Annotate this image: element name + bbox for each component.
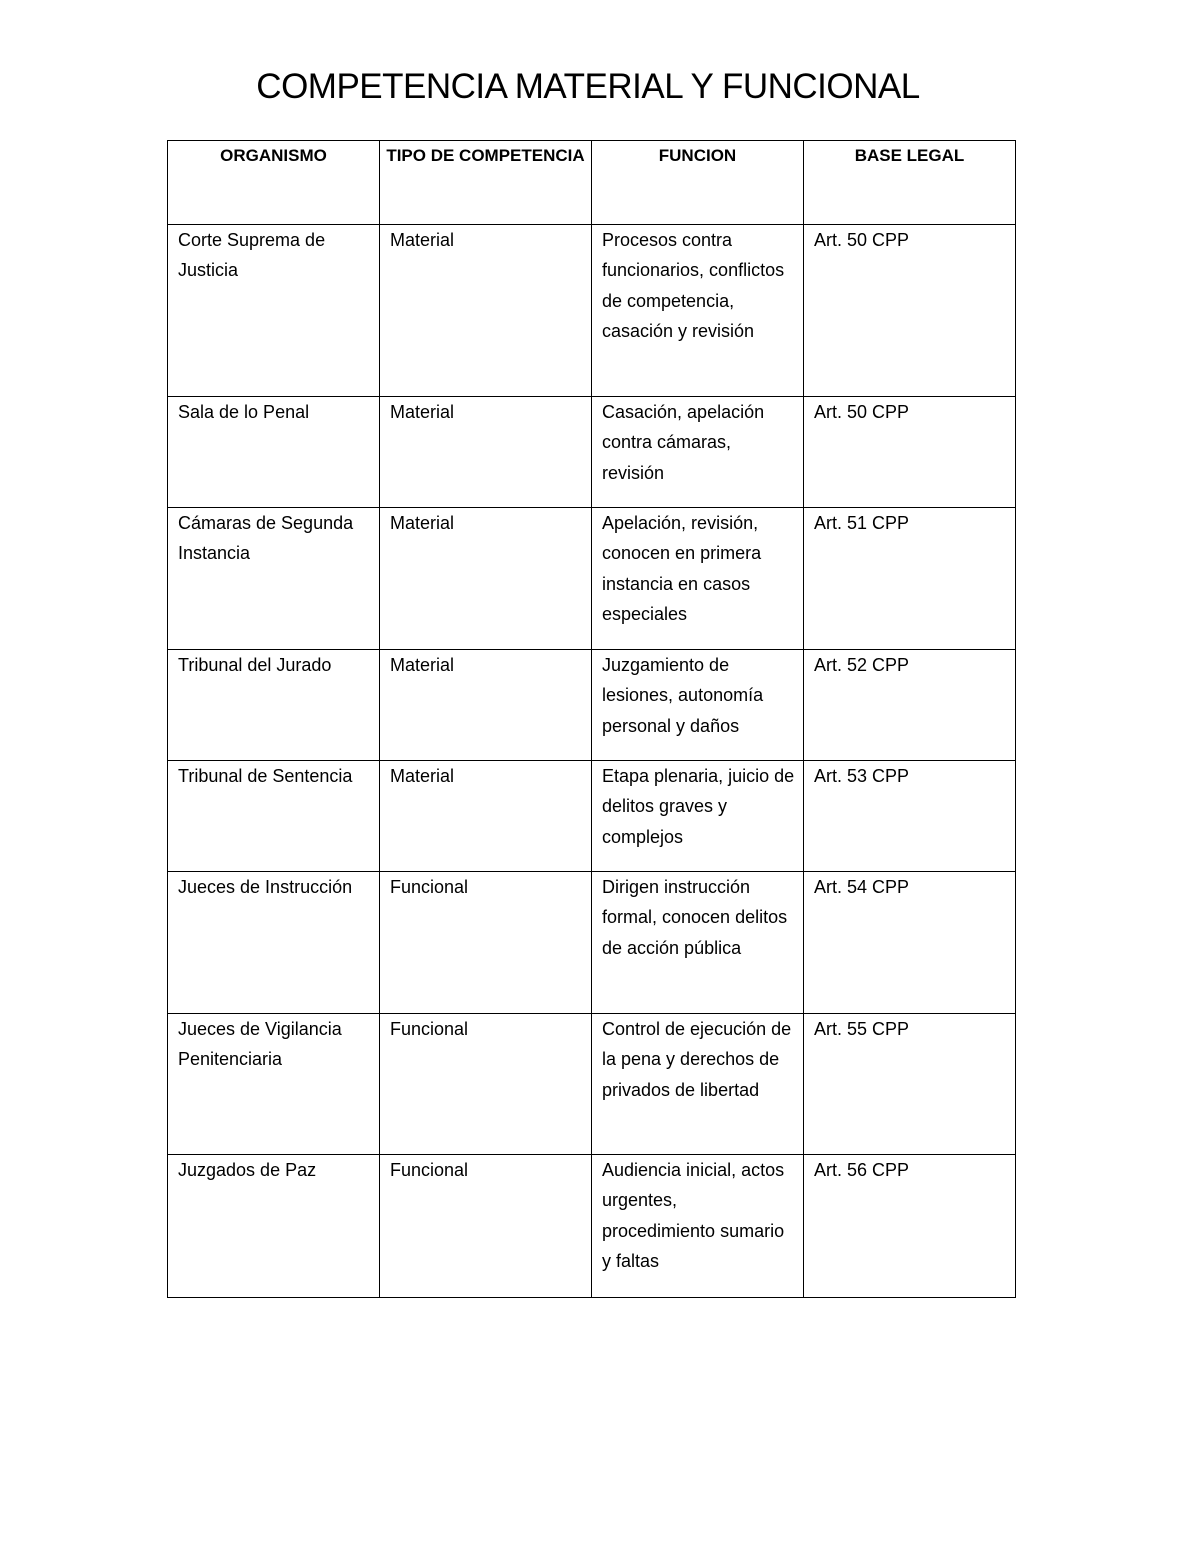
cell-funcion: Audiencia inicial, actos urgentes, procedimiento sumario y faltas	[592, 1155, 804, 1298]
cell-organismo: Sala de lo Penal	[168, 397, 380, 508]
cell-base-legal: Art. 52 CPP	[804, 650, 1016, 761]
table-row	[168, 1014, 1016, 1155]
table-row	[168, 397, 1016, 508]
cell-tipo: Material	[380, 508, 592, 650]
cell-base-legal: Art. 56 CPP	[804, 1155, 1016, 1298]
cell-funcion: Casación, apelación contra cámaras, revisión	[592, 397, 804, 508]
cell-tipo: Material	[380, 650, 592, 761]
cell-tipo: Material	[380, 761, 592, 872]
table-row	[168, 650, 1016, 761]
cell-organismo: Corte Suprema de Justicia	[168, 225, 380, 397]
page-title: COMPETENCIA MATERIAL Y FUNCIONAL	[256, 67, 920, 106]
cell-tipo: Material	[380, 225, 592, 397]
cell-funcion: Dirigen instrucción formal, conocen delitos de acción pública	[592, 872, 804, 1014]
cell-organismo: Jueces de Vigilancia Penitenciaria	[168, 1014, 380, 1155]
cell-organismo: Juzgados de Paz	[168, 1155, 380, 1298]
cell-organismo: Tribunal de Sentencia	[168, 761, 380, 872]
header-base-legal: BASE LEGAL	[804, 141, 1016, 225]
table-row	[168, 1155, 1016, 1298]
table-row	[168, 508, 1016, 650]
table-row	[168, 225, 1016, 397]
cell-base-legal: Art. 53 CPP	[804, 761, 1016, 872]
competencia-table	[167, 140, 1016, 1298]
cell-base-legal: Art. 50 CPP	[804, 225, 1016, 397]
header-funcion: FUNCION	[592, 141, 804, 225]
cell-funcion: Apelación, revisión, conocen en primera instancia en casos especiales	[592, 508, 804, 650]
cell-organismo: Tribunal del Jurado	[168, 650, 380, 761]
table-header-row	[168, 141, 1016, 225]
header-tipo-competencia: TIPO DE COMPETENCIA	[380, 141, 592, 225]
cell-funcion: Control de ejecución de la pena y derechos de privados de libertad	[592, 1014, 804, 1155]
cell-base-legal: Art. 55 CPP	[804, 1014, 1016, 1155]
cell-base-legal: Art. 50 CPP	[804, 397, 1016, 508]
cell-tipo: Material	[380, 397, 592, 508]
cell-organismo: Jueces de Instrucción	[168, 872, 380, 1014]
cell-organismo: Cámaras de Segunda Instancia	[168, 508, 380, 650]
header-organismo: ORGANISMO	[168, 141, 380, 225]
cell-tipo: Funcional	[380, 872, 592, 1014]
cell-tipo: Funcional	[380, 1155, 592, 1298]
cell-funcion: Procesos contra funcionarios, conflictos de competencia, casación y revisión	[592, 225, 804, 397]
table-row	[168, 872, 1016, 1014]
cell-funcion: Juzgamiento de lesiones, autonomía personal y daños	[592, 650, 804, 761]
cell-base-legal: Art. 54 CPP	[804, 872, 1016, 1014]
cell-base-legal: Art. 51 CPP	[804, 508, 1016, 650]
table-row	[168, 761, 1016, 872]
cell-funcion: Etapa plenaria, juicio de delitos graves y complejos	[592, 761, 804, 872]
cell-tipo: Funcional	[380, 1014, 592, 1155]
